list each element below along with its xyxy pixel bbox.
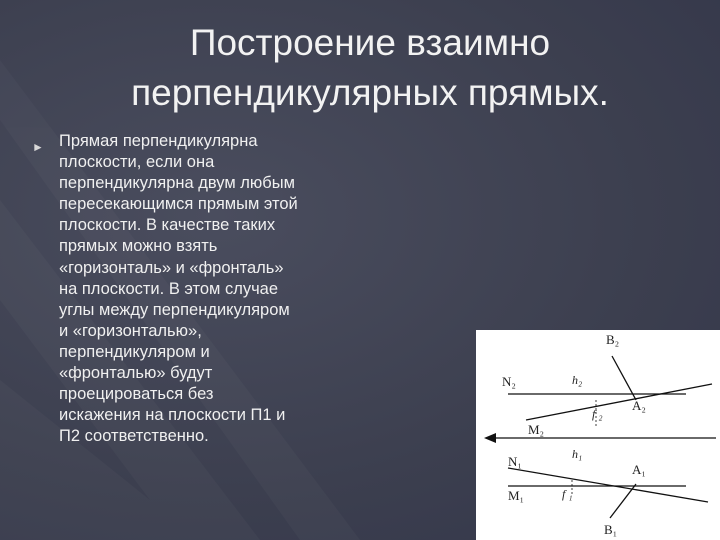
label-B2: B₂ (606, 332, 620, 347)
label-A2: A₂ (632, 398, 646, 413)
bullet-arrow-icon: ► (32, 140, 44, 154)
label-M2: M₂ (528, 422, 545, 437)
label-M1: M₁ (508, 488, 525, 503)
slide-title (60, 18, 680, 118)
body-paragraph: Прямая перпендикулярна плоскости, если она перпендикулярна двум любым пересекающимся прямым этой плоскости. В качестве таких прямых можно взять «горизонталь» и «фронталь» на плоскости. В этом случае углы между перпендикуляром и «горизонталью», перпендикуляром и «фронталью» будут проецироваться без искажения на плоскости П1 и П2 соответственно. (59, 132, 298, 446)
label-N2: N₂ (502, 374, 516, 389)
label-f2: f ₂ (592, 407, 603, 421)
label-h1: h₁ (572, 447, 583, 461)
perpendicular-construction-figure (476, 330, 720, 540)
perp-lower-line (610, 484, 636, 518)
label-N1: N₁ (508, 454, 522, 469)
label-A1: A₁ (632, 462, 646, 477)
h1-line (508, 468, 708, 502)
title-line-2: перпендикулярных прямых. (131, 72, 609, 113)
figure-drawing (476, 330, 720, 540)
title-line-1: Построение взаимно (189, 22, 551, 63)
axis-arrow-icon (484, 433, 496, 443)
label-B1: B₁ (604, 522, 618, 537)
label-f1: f ₁ (562, 487, 573, 501)
f2-line (526, 384, 712, 420)
label-h2: h₂ (572, 373, 583, 387)
